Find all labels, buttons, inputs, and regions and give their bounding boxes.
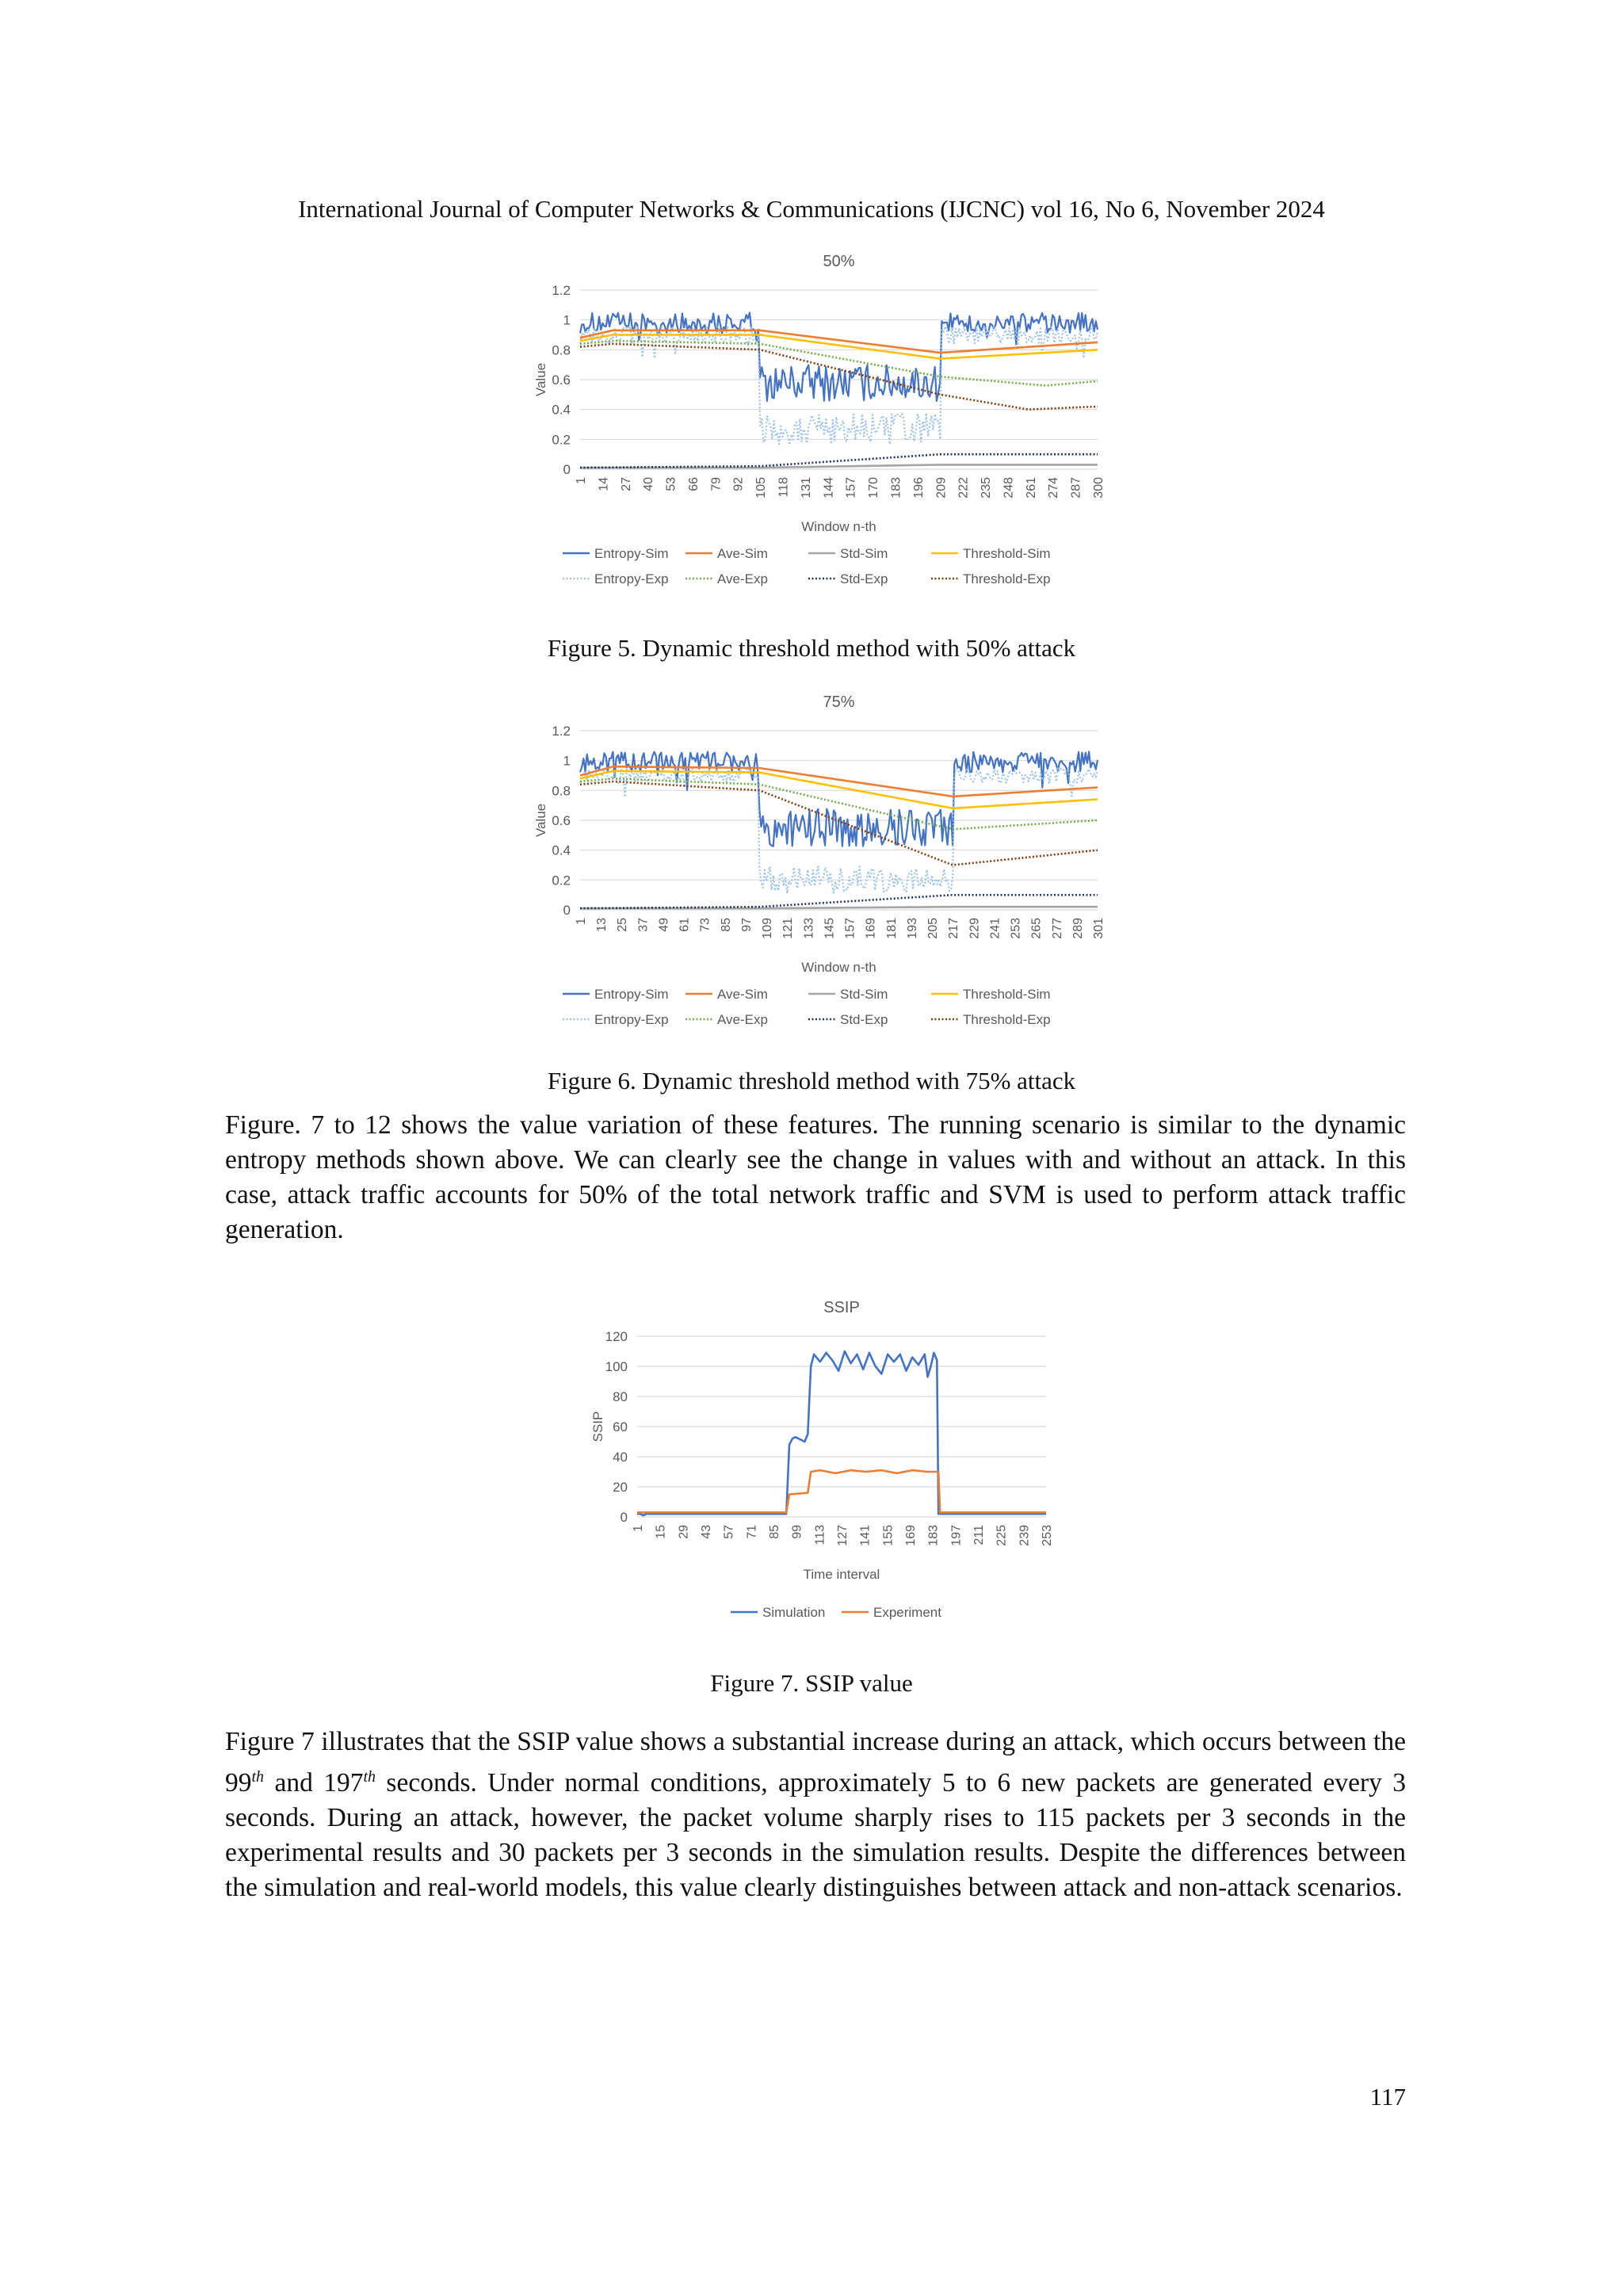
x-tick-label: 277 [1050, 918, 1064, 939]
y-tick-label: 0.2 [552, 873, 571, 888]
series-line-simulation [637, 1351, 1046, 1515]
y-axis-label: Value [533, 803, 548, 838]
y-tick-label: 80 [613, 1389, 628, 1404]
x-tick-label: 133 [802, 918, 816, 939]
legend-label: Entropy-Exp [594, 571, 669, 586]
y-tick-label: 120 [605, 1329, 628, 1344]
x-tick-label: 239 [1018, 1525, 1032, 1546]
legend-label: Entropy-Sim [594, 546, 669, 561]
x-tick-label: 61 [678, 918, 692, 932]
x-tick-label: 15 [654, 1525, 668, 1539]
x-tick-label: 131 [799, 477, 813, 499]
x-tick-label: 49 [657, 918, 671, 932]
x-tick-label: 85 [768, 1525, 781, 1539]
x-tick-label: 37 [636, 918, 651, 932]
y-tick-label: 40 [613, 1450, 628, 1465]
series-line-experiment [637, 1470, 1046, 1512]
p2-text-b: and 197 [264, 1768, 364, 1798]
legend-label: Simulation [762, 1605, 826, 1620]
figure-7-caption: Figure 7. SSIP value [710, 1669, 913, 1697]
x-tick-label: 53 [664, 477, 678, 491]
figure-5-chart [531, 246, 1117, 594]
y-tick-label: 0.8 [552, 342, 571, 358]
x-tick-label: 241 [988, 918, 1002, 939]
y-tick-label: 0.4 [552, 842, 571, 858]
body-paragraph-2 [225, 1725, 1406, 1905]
x-tick-label: 85 [719, 918, 733, 932]
y-tick-label: 0 [563, 462, 571, 477]
series-line-std-sim [580, 907, 1098, 908]
x-tick-label: 40 [642, 477, 656, 491]
x-axis-label: Window n-th [801, 519, 876, 534]
x-tick-label: 43 [700, 1525, 713, 1539]
series-group [637, 1351, 1046, 1515]
x-tick-label: 253 [1041, 1525, 1054, 1546]
legend-label: Std-Exp [840, 571, 888, 586]
legend-label: Std-Sim [840, 987, 888, 1002]
y-tick-label: 60 [613, 1419, 628, 1435]
x-tick-label: 1 [575, 918, 588, 925]
x-tick-label: 66 [686, 477, 701, 491]
p2-sup-2: th [363, 1768, 376, 1786]
figure-7-chart [571, 1292, 1062, 1641]
x-tick-label: 13 [595, 918, 609, 932]
y-tick-label: 1 [563, 312, 571, 328]
legend-label: Ave-Exp [717, 1012, 768, 1027]
x-tick-label: 127 [836, 1525, 850, 1546]
x-tick-label: 79 [709, 477, 724, 491]
legend-label: Experiment [873, 1605, 941, 1620]
y-tick-label: 1.2 [552, 283, 571, 298]
x-tick-label: 197 [949, 1525, 964, 1546]
figure-6-chart [531, 686, 1117, 1035]
body-paragraph-1: Figure. 7 to 12 shows the value variation of these features. The running scenario is similar to the dynamic entropy methods shown above. We can clearly see the change in values with and without an attack. In this case, attack traffic accounts for 50% of the total network traffic and SVM is used to perform attack traffic generation. [225, 1110, 1406, 1244]
x-tick-label: 248 [1002, 477, 1016, 499]
x-tick-label: 99 [790, 1525, 804, 1539]
x-tick-label: 157 [844, 477, 858, 499]
x-tick-label: 1 [575, 477, 588, 484]
series-group [580, 751, 1098, 908]
legend-label: Std-Exp [840, 1012, 888, 1027]
legend [563, 546, 1051, 586]
legend-label: Threshold-Exp [963, 1012, 1051, 1027]
x-tick-label: 155 [881, 1525, 896, 1546]
legend [731, 1605, 941, 1620]
x-tick-label: 265 [1029, 918, 1044, 939]
x-tick-label: 235 [980, 477, 994, 499]
series-line-entropy-sim [580, 313, 1098, 402]
x-tick-label: 144 [822, 477, 836, 499]
y-tick-label: 0.2 [552, 432, 571, 448]
x-tick-label: 27 [619, 477, 633, 491]
y-tick-label: 1 [563, 753, 571, 769]
x-tick-label: 105 [754, 477, 769, 499]
x-tick-label: 217 [947, 918, 961, 939]
y-tick-label: 100 [605, 1359, 628, 1374]
p2-text-c: seconds. Under normal conditions, approximately 5 to 6 new packets are generated every 3 seconds. During an attack, however, the packet volume sharply rises to 115 packets per 3 seconds in the experimental results and 30 packets per 3 seconds in the simulation results. Despite the differences between the simulation and real-world models, this value clearly distinguishes between attack and non-attack scenarios. [225, 1768, 1406, 1903]
x-tick-label: 92 [731, 477, 746, 491]
chart-title: 50% [823, 253, 855, 270]
legend-label: Threshold-Sim [963, 546, 1051, 561]
x-tick-label: 29 [677, 1525, 691, 1539]
x-tick-label: 183 [926, 1525, 941, 1546]
x-tick-label: 287 [1069, 477, 1083, 499]
y-tick-label: 0.6 [552, 813, 571, 828]
legend-label: Threshold-Sim [963, 987, 1051, 1002]
y-tick-label: 1.2 [552, 724, 571, 739]
x-tick-label: 225 [995, 1525, 1009, 1546]
x-tick-label: 71 [745, 1525, 759, 1539]
y-tick-label: 0.6 [552, 372, 571, 388]
y-tick-label: 0 [620, 1510, 628, 1525]
x-tick-label: 261 [1024, 477, 1038, 499]
series-group [580, 313, 1098, 468]
x-tick-label: 222 [957, 477, 971, 499]
running-head: International Journal of Computer Networks & Communications (IJCNC) vol 16, No 6, November 2024 [298, 195, 1325, 223]
x-tick-label: 169 [904, 1525, 918, 1546]
x-tick-label: 211 [972, 1525, 986, 1545]
x-tick-label: 205 [926, 918, 941, 939]
x-tick-label: 145 [823, 918, 837, 939]
x-tick-label: 196 [911, 477, 926, 499]
legend-label: Ave-Sim [717, 987, 768, 1002]
y-axis-label: SSIP [590, 1411, 605, 1442]
x-tick-label: 181 [884, 918, 899, 939]
x-tick-label: 301 [1092, 918, 1106, 939]
x-axis-label: Window n-th [801, 960, 876, 975]
y-tick-label: 0.8 [552, 783, 571, 799]
x-tick-label: 183 [889, 477, 903, 499]
page-number: 117 [1369, 2083, 1406, 2111]
legend-label: Threshold-Exp [963, 571, 1051, 586]
x-tick-label: 253 [1009, 918, 1023, 939]
series-line-std-sim [580, 464, 1098, 468]
x-tick-label: 229 [968, 918, 982, 939]
x-tick-label: 141 [858, 1525, 873, 1546]
y-tick-label: 0.4 [552, 402, 571, 418]
x-tick-label: 193 [905, 918, 919, 939]
figure-7-svg [571, 1292, 1062, 1641]
x-tick-label: 209 [934, 477, 949, 499]
p2-sup-1: th [251, 1768, 265, 1786]
legend-label: Std-Sim [840, 546, 888, 561]
x-tick-label: 25 [616, 918, 630, 932]
x-tick-label: 274 [1047, 477, 1061, 499]
series-line-entropy-sim [580, 751, 1098, 846]
x-tick-label: 97 [739, 918, 754, 932]
x-axis-label: Time interval [803, 1567, 880, 1582]
figure-5-svg [531, 246, 1117, 594]
series-line-entropy-exp [580, 326, 1098, 445]
x-tick-label: 289 [1071, 918, 1085, 939]
p2-text-a: Figure 7 illustrates that the SSIP value shows a substantial increase during an attack, which occurs between the 99 [225, 1727, 1406, 1798]
chart-title: 75% [823, 693, 855, 711]
figure-6-svg [531, 686, 1117, 1035]
figure-5-caption: Figure 5. Dynamic threshold method with 50% attack [547, 634, 1076, 662]
x-tick-label: 157 [843, 918, 857, 939]
x-tick-label: 118 [777, 477, 791, 498]
legend [563, 987, 1051, 1027]
y-axis-label: Value [533, 362, 548, 397]
chart-title: SSIP [823, 1299, 860, 1316]
x-tick-label: 170 [867, 477, 881, 499]
legend-label: Ave-Exp [717, 571, 768, 586]
y-tick-label: 0 [563, 903, 571, 918]
x-tick-label: 113 [813, 1525, 827, 1545]
x-tick-label: 121 [781, 918, 796, 939]
x-tick-label: 14 [597, 477, 611, 491]
x-tick-label: 57 [722, 1525, 736, 1539]
legend-label: Entropy-Exp [594, 1012, 669, 1027]
x-tick-label: 300 [1092, 477, 1106, 499]
x-tick-label: 1 [632, 1525, 645, 1532]
legend-label: Entropy-Sim [594, 987, 669, 1002]
x-tick-label: 73 [698, 918, 712, 932]
legend-label: Ave-Sim [717, 546, 768, 561]
x-tick-label: 169 [864, 918, 878, 939]
x-tick-label: 109 [761, 918, 775, 939]
figure-6-caption: Figure 6. Dynamic threshold method with 75% attack [547, 1067, 1076, 1095]
y-tick-label: 20 [613, 1480, 628, 1495]
